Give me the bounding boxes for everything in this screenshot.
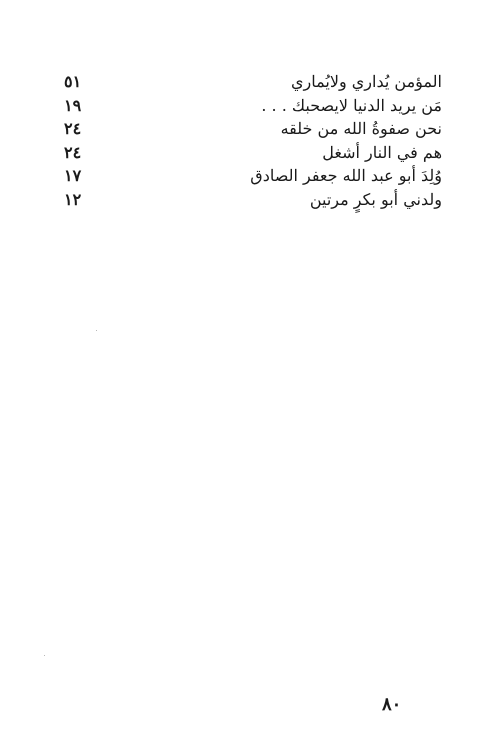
index-entry <box>64 188 442 212</box>
page-number: ٨٠ <box>382 694 402 715</box>
index-entry-title: وُلِدَ أبو عبد الله جعفر الصادق <box>250 166 442 185</box>
index-entry-title: نحن صفوةُ الله من خلقه <box>280 119 442 138</box>
index-entry <box>64 70 442 94</box>
index-list <box>64 70 442 211</box>
index-entry-title: مَن يريد الدنيا لايصحبك . . . <box>261 95 442 115</box>
index-entry <box>64 141 442 165</box>
index-entry-page: ٥١ <box>64 72 82 91</box>
index-entry-page: ١٧ <box>64 166 82 185</box>
index-entry <box>64 117 442 141</box>
index-entry-page: ٢٤ <box>64 142 82 162</box>
index-entry-title: هم في النار أشغل <box>322 142 442 162</box>
index-entry-page: ١٢ <box>64 189 82 209</box>
scan-speck <box>44 655 45 656</box>
index-entry <box>64 164 442 188</box>
scan-speck <box>96 330 97 331</box>
index-entry-page: ٢٤ <box>64 119 82 138</box>
index-entry-page: ١٩ <box>64 95 82 115</box>
index-entry-title: ولدني أبو بكرٍ مرتين <box>309 189 442 209</box>
index-entry <box>64 94 442 118</box>
index-entry-title: المؤمن يُداري ولايُماري <box>291 72 442 91</box>
